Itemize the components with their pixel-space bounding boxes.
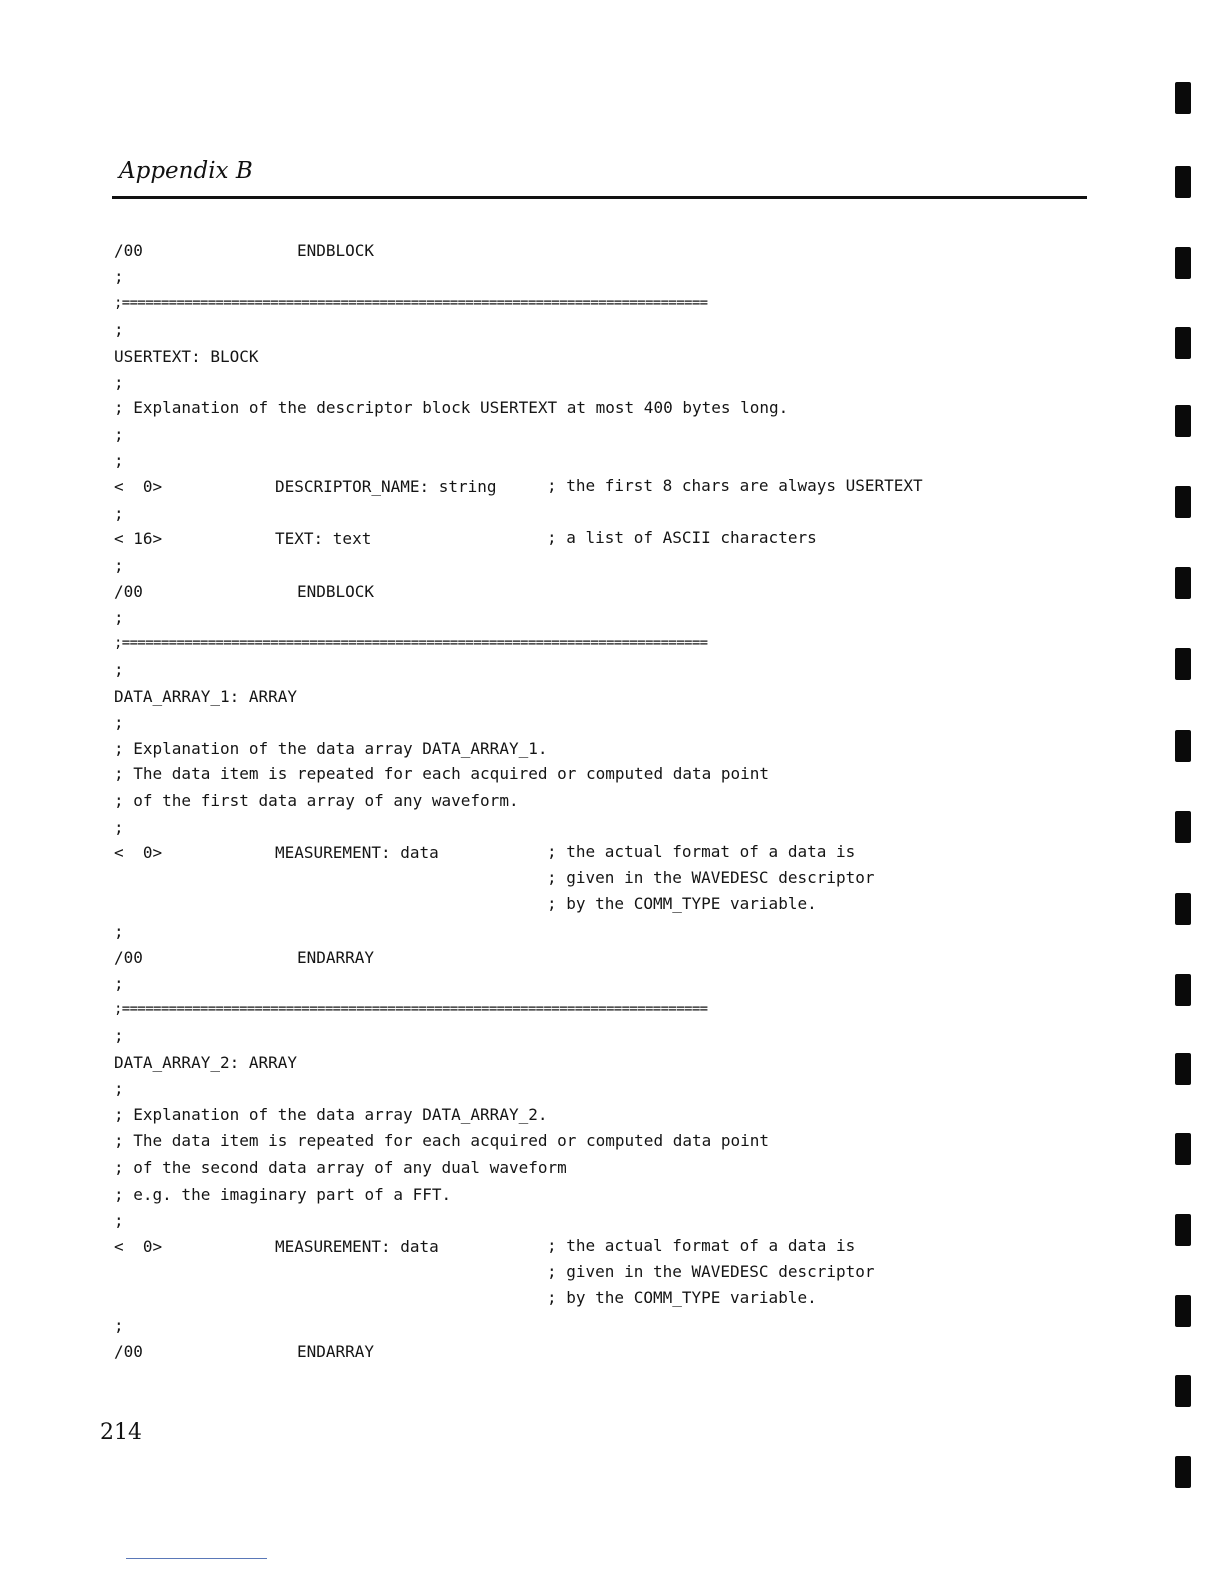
field-offset: < 0>: [114, 477, 163, 496]
endarray-label: /00: [114, 948, 143, 967]
page-header-title: Appendix B: [119, 158, 253, 184]
endarray-keyword: ENDARRAY: [297, 1342, 375, 1361]
registration-mark: [1175, 327, 1191, 359]
field-offset: < 16>: [114, 529, 163, 548]
comment-line: ;: [114, 1026, 124, 1045]
block-heading-data-array-2: DATA_ARRAY_2: ARRAY: [114, 1053, 298, 1072]
block-heading-usertext: USERTEXT: BLOCK: [114, 347, 259, 366]
separator-line: ;===========================================================================: [114, 295, 708, 311]
field-definition: MEASUREMENT: data: [275, 1237, 439, 1256]
field-offset: < 0>: [114, 1237, 163, 1256]
registration-mark: [1175, 82, 1191, 114]
field-comment: ; by the COMM_TYPE variable.: [547, 1288, 817, 1307]
comment-line: ;: [114, 556, 124, 575]
endblock-label: /00: [114, 241, 143, 260]
endblock-keyword: ENDBLOCK: [297, 582, 375, 601]
explanation-line: ; of the first data array of any waveform.: [114, 791, 519, 810]
comment-line: ;: [114, 922, 124, 941]
comment-line: ;: [114, 373, 124, 392]
field-comment: ; given in the WAVEDESC descriptor: [547, 1262, 875, 1281]
endarray-keyword: ENDARRAY: [297, 948, 375, 967]
separator-line: ;===========================================================================: [114, 635, 708, 651]
comment-line: ;: [114, 320, 124, 339]
explanation-line: ; Explanation of the data array DATA_ARRAY_1.: [114, 739, 548, 758]
comment-line: ;: [114, 1316, 124, 1335]
separator-line: ;===========================================================================: [114, 1001, 708, 1017]
registration-mark: [1175, 166, 1191, 198]
footer-rule: [126, 1558, 267, 1559]
comment-line: ;: [114, 451, 124, 470]
field-comment: ; a list of ASCII characters: [547, 528, 817, 547]
comment-line: ;: [114, 267, 124, 286]
field-comment: ; the actual format of a data is: [547, 1236, 856, 1255]
registration-mark: [1175, 893, 1191, 925]
field-comment: ; the first 8 chars are always USERTEXT: [547, 476, 923, 495]
explanation-line: ; Explanation of the data array DATA_ARRAY_2.: [114, 1105, 548, 1124]
registration-mark: [1175, 1133, 1191, 1165]
comment-line: ;: [114, 1211, 124, 1230]
comment-line: ;: [114, 425, 124, 444]
registration-mark: [1175, 1053, 1191, 1085]
registration-mark: [1175, 1214, 1191, 1246]
explanation-usertext: ; Explanation of the descriptor block USERTEXT at most 400 bytes long.: [114, 398, 789, 417]
field-comment: ; given in the WAVEDESC descriptor: [547, 868, 875, 887]
comment-line: ;: [114, 608, 124, 627]
explanation-line: ; e.g. the imaginary part of a FFT.: [114, 1185, 452, 1204]
registration-mark: [1175, 1375, 1191, 1407]
registration-mark: [1175, 1456, 1191, 1488]
registration-mark: [1175, 730, 1191, 762]
comment-line: ;: [114, 504, 124, 523]
registration-mark: [1175, 1295, 1191, 1327]
endblock-label: /00: [114, 582, 143, 601]
registration-mark: [1175, 648, 1191, 680]
registration-mark: [1175, 405, 1191, 437]
explanation-line: ; The data item is repeated for each acquired or computed data point: [114, 764, 770, 783]
field-comment: ; by the COMM_TYPE variable.: [547, 894, 817, 913]
field-definition: TEXT: text: [275, 529, 372, 548]
block-heading-data-array-1: DATA_ARRAY_1: ARRAY: [114, 687, 298, 706]
field-offset: < 0>: [114, 843, 163, 862]
comment-line: ;: [114, 1079, 124, 1098]
registration-mark: [1175, 247, 1191, 279]
endblock-keyword: ENDBLOCK: [297, 241, 375, 260]
comment-line: ;: [114, 713, 124, 732]
field-comment: ; the actual format of a data is: [547, 842, 856, 861]
registration-mark: [1175, 486, 1191, 518]
comment-line: ;: [114, 974, 124, 993]
page-number: 214: [100, 1420, 142, 1445]
registration-mark: [1175, 974, 1191, 1006]
explanation-line: ; of the second data array of any dual waveform: [114, 1158, 567, 1177]
field-definition: MEASUREMENT: data: [275, 843, 439, 862]
endarray-label: /00: [114, 1342, 143, 1361]
header-rule: [112, 196, 1087, 199]
registration-mark: [1175, 811, 1191, 843]
field-definition: DESCRIPTOR_NAME: string: [275, 477, 497, 496]
comment-line: ;: [114, 818, 124, 837]
explanation-line: ; The data item is repeated for each acquired or computed data point: [114, 1131, 770, 1150]
comment-line: ;: [114, 660, 124, 679]
registration-mark: [1175, 567, 1191, 599]
